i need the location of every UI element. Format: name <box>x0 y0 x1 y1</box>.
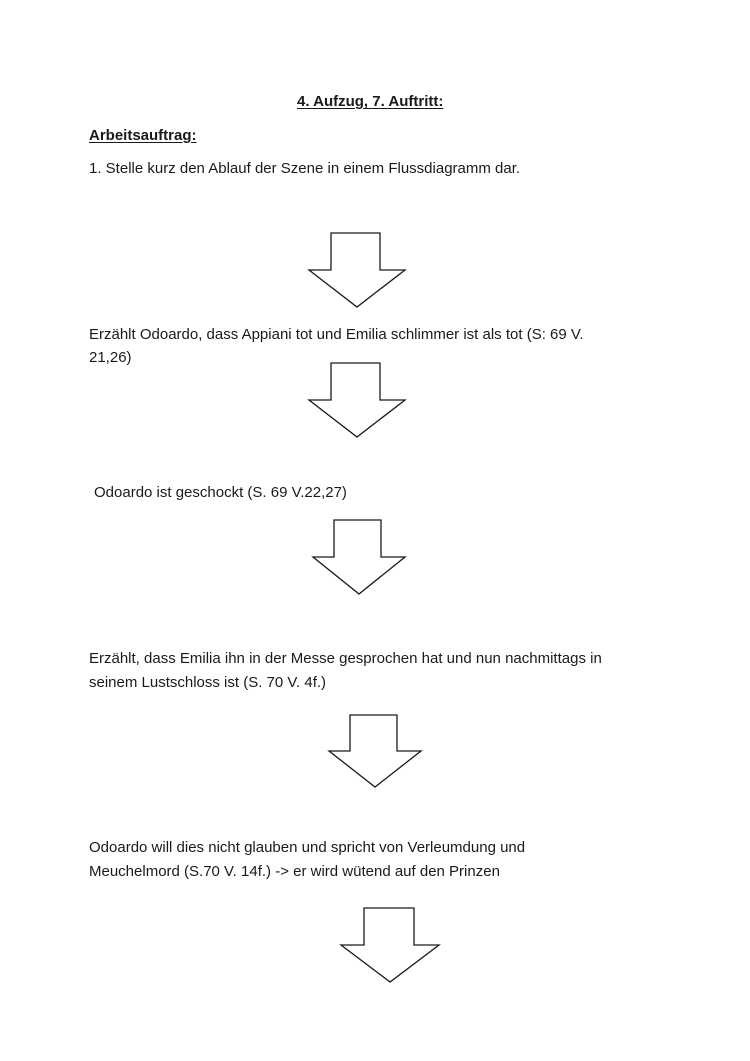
flow-step-3-line-1: Erzählt, dass Emilia ihn in der Messe gesprochen hat und nun nachmittags in <box>89 650 602 667</box>
flow-step-4-line-1: Odoardo will dies nicht glauben und spricht von Verleumdung und <box>89 839 526 856</box>
down-arrow-icon <box>308 362 406 438</box>
flow-step-1-line-1: Erzählt Odoardo, dass Appiani tot und Emilia schlimmer ist als tot (S: 69 V. <box>89 326 584 343</box>
task-heading: Arbeitsauftrag: <box>89 127 197 144</box>
page-title: 4. Aufzug, 7. Auftritt: <box>297 93 444 110</box>
task-instruction: 1. Stelle kurz den Ablauf der Szene in einem Flussdiagramm dar. <box>89 160 521 177</box>
flow-step-2-line-1: Odoardo ist geschockt (S. 69 V.22,27) <box>94 484 347 501</box>
flow-step-3-line-2: seinem Lustschloss ist (S. 70 V. 4f.) <box>89 674 327 691</box>
down-arrow-icon <box>340 907 440 983</box>
down-arrow-icon <box>312 519 406 595</box>
down-arrow-icon <box>308 232 406 308</box>
flow-step-4-line-2: Meuchelmord (S.70 V. 14f.) -> er wird wütend auf den Prinzen <box>89 863 500 880</box>
flow-step-1-line-2: 21,26) <box>89 349 132 366</box>
down-arrow-icon <box>328 714 422 788</box>
